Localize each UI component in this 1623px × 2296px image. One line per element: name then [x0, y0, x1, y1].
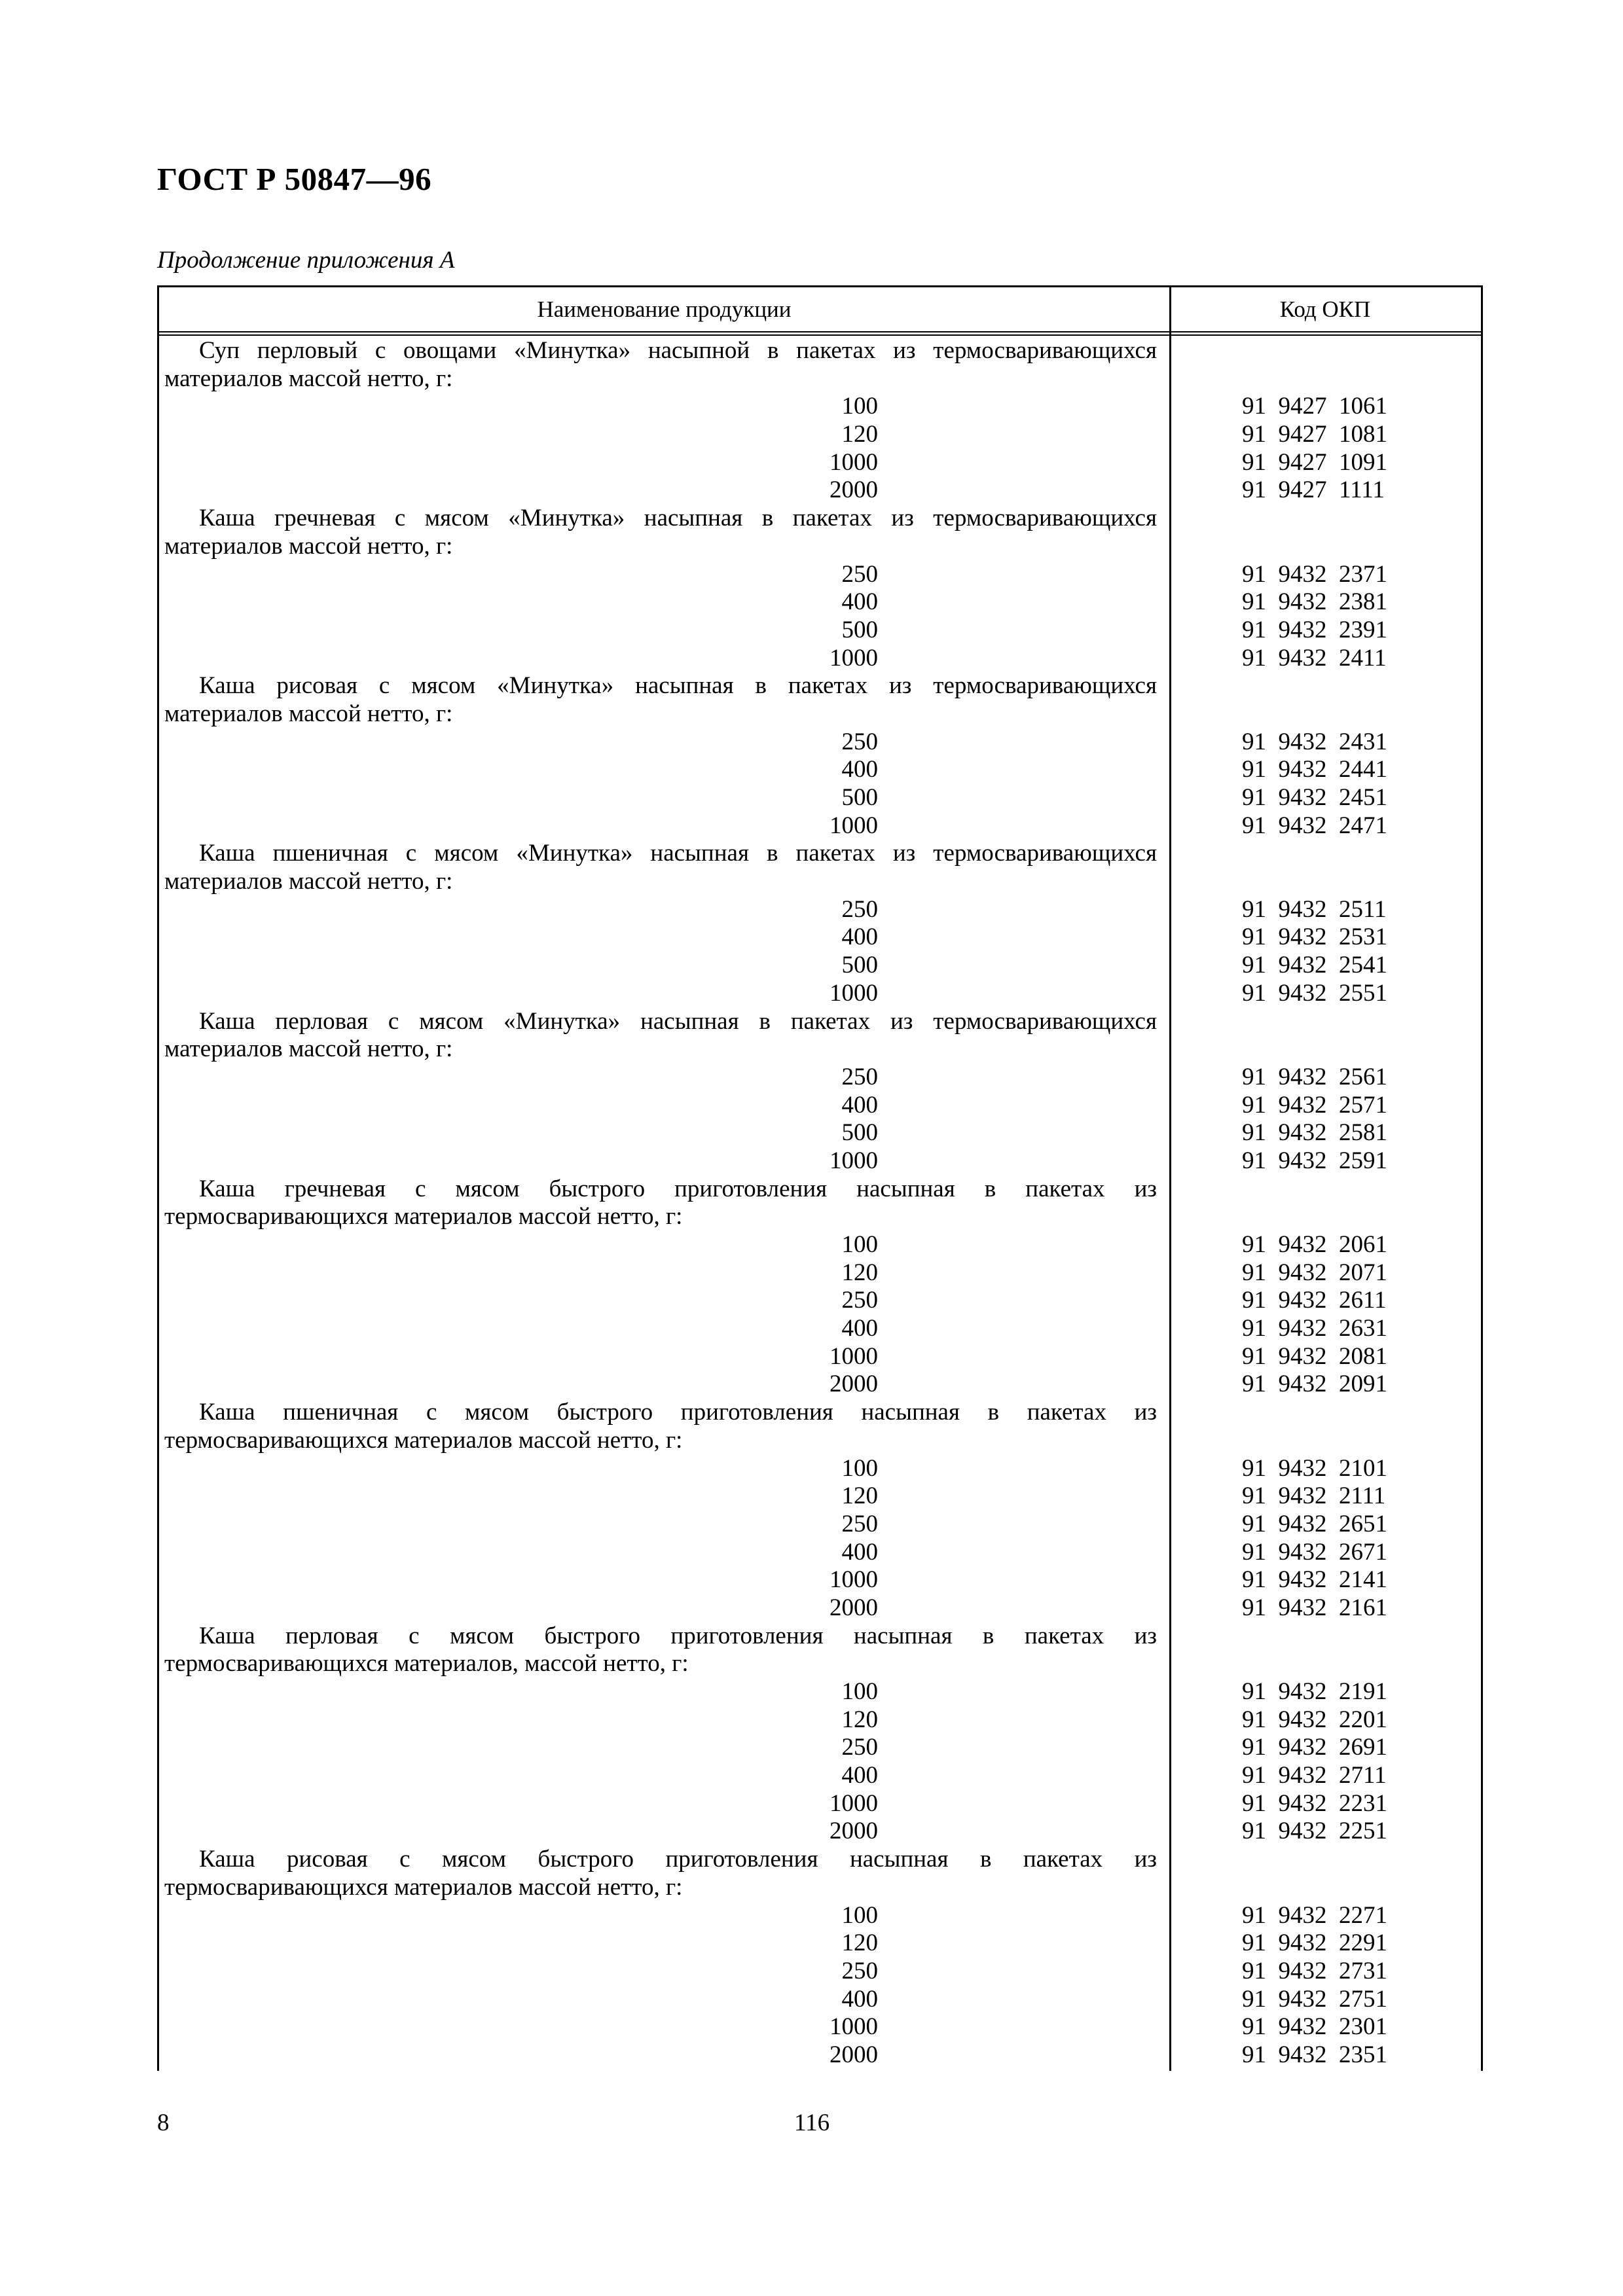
product-name-line-2: материалов массой нетто, г: — [164, 1035, 453, 1063]
table-row — [159, 1706, 1481, 1734]
group-heading-row — [159, 365, 1481, 393]
okp-code-value: 91 9432 2391 — [1242, 616, 1387, 643]
net-weight-value: 100 — [841, 1231, 878, 1258]
table-body — [159, 337, 1481, 2070]
okp-code-value: 91 9432 2591 — [1242, 1147, 1387, 1174]
okp-code-value: 91 9432 2291 — [1242, 1929, 1387, 1957]
product-name-line-2: термосваривающихся материалов массой нетто, г: — [164, 1203, 683, 1230]
net-weight-value: 120 — [841, 1259, 878, 1286]
okp-code-value: 91 9432 2111 — [1242, 1482, 1386, 1510]
product-name-line-2: материалов массой нетто, г: — [164, 868, 453, 895]
net-weight-value: 2000 — [830, 1371, 878, 1398]
group-heading-row — [159, 1846, 1481, 1874]
group-heading-row — [159, 1874, 1481, 1902]
okp-code-value: 91 9427 1091 — [1242, 448, 1387, 476]
table-row — [159, 1343, 1481, 1371]
okp-code-value: 91 9432 2141 — [1242, 1566, 1387, 1594]
table-header — [159, 285, 1481, 336]
okp-code-value: 91 9432 2301 — [1242, 2013, 1387, 2041]
table-row — [159, 1566, 1481, 1594]
okp-code-value: 91 9432 2381 — [1242, 588, 1387, 616]
okp-code-value: 91 9432 2231 — [1242, 1789, 1387, 1817]
okp-code-value: 91 9432 2201 — [1242, 1706, 1387, 1733]
product-name-line-1: Каша гречневая с мясом быстрого приготовления насыпная в пакетах из — [199, 1175, 1157, 1202]
okp-code-value: 91 9432 2441 — [1242, 756, 1387, 783]
table-row — [159, 980, 1481, 1008]
net-weight-value: 250 — [841, 728, 878, 755]
net-weight-value: 100 — [841, 393, 878, 420]
table-row — [159, 1147, 1481, 1175]
net-weight-value: 1000 — [830, 644, 878, 672]
net-weight-value: 400 — [841, 1762, 878, 1789]
table-row — [159, 393, 1481, 421]
product-name-line-1: Каша пшеничная с мясом «Минутка» насыпная в пакетах из термосваривающихся — [199, 840, 1157, 867]
table-row — [159, 784, 1481, 812]
okp-code-value: 91 9432 2431 — [1242, 728, 1387, 755]
group-heading-row — [159, 1203, 1481, 1231]
net-weight-value: 1000 — [830, 1566, 878, 1594]
table-row — [159, 812, 1481, 840]
table-row — [159, 1371, 1481, 1399]
product-name-line-1: Каша рисовая с мясом «Минутка» насыпная в пакетах из термосваривающихся — [199, 672, 1157, 700]
okp-code-value: 91 9432 2691 — [1242, 1734, 1387, 1761]
okp-code-value: 91 9427 1111 — [1242, 476, 1385, 504]
net-weight-value: 250 — [841, 895, 878, 923]
net-weight-value: 1000 — [830, 1342, 878, 1370]
table-row — [159, 1231, 1481, 1259]
net-weight-value: 1000 — [830, 812, 878, 839]
page-number-left: 8 — [157, 2109, 170, 2136]
table-row — [159, 1259, 1481, 1287]
net-weight-value: 100 — [841, 1678, 878, 1705]
table-row — [159, 952, 1481, 980]
group-heading-row — [159, 337, 1481, 365]
okp-code-value: 91 9432 2061 — [1242, 1231, 1387, 1258]
page-number-center: 116 — [794, 2109, 830, 2136]
product-code-table — [157, 285, 1483, 2071]
net-weight-value: 120 — [841, 1482, 878, 1510]
okp-code-value: 91 9432 2271 — [1242, 1901, 1387, 1929]
table-row — [159, 617, 1481, 645]
okp-code-value: 91 9432 2091 — [1242, 1371, 1387, 1398]
net-weight-value: 250 — [841, 1510, 878, 1537]
net-weight-value: 2000 — [830, 476, 878, 504]
table-row — [159, 1734, 1481, 1762]
net-weight-value: 400 — [841, 924, 878, 951]
table-row — [159, 2013, 1481, 2041]
okp-code-value: 91 9432 2551 — [1242, 979, 1387, 1007]
table-row — [159, 1315, 1481, 1343]
product-name-line-1: Каша пшеничная с мясом быстрого приготовления насыпная в пакетах из — [199, 1399, 1157, 1426]
table-row — [159, 1455, 1481, 1483]
okp-code-value: 91 9432 2191 — [1242, 1678, 1387, 1705]
group-heading-row — [159, 1650, 1481, 1678]
group-heading-row — [159, 700, 1481, 728]
net-weight-value: 250 — [841, 1734, 878, 1761]
product-name-line-2: материалов массой нетто, г: — [164, 700, 453, 727]
group-heading-row — [159, 840, 1481, 868]
net-weight-value: 1000 — [830, 979, 878, 1007]
net-weight-value: 400 — [841, 588, 878, 616]
table-row — [159, 1818, 1481, 1846]
net-weight-value: 100 — [841, 1454, 878, 1482]
group-heading-row — [159, 1008, 1481, 1036]
net-weight-value: 400 — [841, 1538, 878, 1566]
net-weight-value: 2000 — [830, 1818, 878, 1845]
table-row — [159, 421, 1481, 449]
group-heading-row — [159, 505, 1481, 533]
table-row — [159, 1482, 1481, 1511]
net-weight-value: 400 — [841, 1985, 878, 2013]
net-weight-value: 400 — [841, 756, 878, 783]
okp-code-value: 91 9432 2611 — [1242, 1287, 1387, 1314]
table-row — [159, 1287, 1481, 1315]
net-weight-value: 120 — [841, 421, 878, 448]
table-row — [159, 1929, 1481, 1958]
net-weight-value: 500 — [841, 1119, 878, 1147]
group-heading-row — [159, 1623, 1481, 1651]
net-weight-value: 120 — [841, 1929, 878, 1957]
product-name-line-1: Суп перловый с овощами «Минутка» насыпной в пакетах из термосваривающихся — [199, 337, 1157, 364]
okp-code-value: 91 9432 2751 — [1242, 1985, 1387, 2013]
okp-code-value: 91 9432 2101 — [1242, 1454, 1387, 1482]
okp-code-value: 91 9427 1061 — [1242, 393, 1387, 420]
group-heading-row — [159, 868, 1481, 896]
column-header-okp-code: Код ОКП — [1279, 296, 1371, 322]
net-weight-value: 400 — [841, 1091, 878, 1119]
okp-code-value: 91 9432 2571 — [1242, 1091, 1387, 1119]
okp-code-value: 91 9432 2351 — [1242, 2041, 1387, 2068]
group-heading-row — [159, 1399, 1481, 1427]
table-row — [159, 449, 1481, 477]
document-title: ГОСТ Р 50847—96 — [157, 161, 432, 197]
okp-code-value: 91 9432 2081 — [1242, 1342, 1387, 1370]
table-row — [159, 476, 1481, 505]
table-row — [159, 645, 1481, 673]
okp-code-value: 91 9432 2451 — [1242, 784, 1387, 811]
net-weight-value: 1000 — [830, 1147, 878, 1174]
net-weight-value: 500 — [841, 616, 878, 643]
okp-code-value: 91 9432 2561 — [1242, 1063, 1387, 1090]
product-name-line-2: термосваривающихся материалов массой нетто, г: — [164, 1873, 683, 1901]
product-name-line-1: Каша гречневая с мясом «Минутка» насыпная в пакетах из термосваривающихся — [199, 505, 1157, 532]
okp-code-value: 91 9432 2581 — [1242, 1119, 1387, 1147]
table-row — [159, 1762, 1481, 1790]
net-weight-value: 2000 — [830, 1594, 878, 1621]
table-row — [159, 1902, 1481, 1930]
group-heading-row — [159, 672, 1481, 700]
table-row — [159, 1539, 1481, 1567]
okp-code-value: 91 9432 2631 — [1242, 1315, 1387, 1342]
okp-code-value: 91 9432 2671 — [1242, 1538, 1387, 1566]
group-heading-row — [159, 1035, 1481, 1064]
table-row — [159, 1958, 1481, 1986]
table-row — [159, 1511, 1481, 1539]
table-row — [159, 1064, 1481, 1092]
okp-code-value: 91 9432 2651 — [1242, 1510, 1387, 1537]
table-row — [159, 1119, 1481, 1147]
product-name-line-1: Каша рисовая с мясом быстрого приготовления насыпная в пакетах из — [199, 1846, 1157, 1873]
net-weight-value: 250 — [841, 1063, 878, 1090]
product-name-line-1: Каша перловая с мясом «Минутка» насыпная в пакетах из термосваривающихся — [199, 1007, 1157, 1035]
group-heading-row — [159, 533, 1481, 561]
net-weight-value: 250 — [841, 1287, 878, 1314]
okp-code-value: 91 9432 2711 — [1242, 1762, 1387, 1789]
okp-code-value: 91 9432 2471 — [1242, 812, 1387, 839]
column-header-product-name: Наименование продукции — [537, 296, 792, 322]
group-heading-row — [159, 1175, 1481, 1204]
net-weight-value: 1000 — [830, 448, 878, 476]
net-weight-value: 250 — [841, 1957, 878, 1984]
okp-code-value: 91 9432 2411 — [1242, 644, 1387, 672]
table-row — [159, 561, 1481, 589]
okp-code-value: 91 9432 2251 — [1242, 1818, 1387, 1845]
okp-code-value: 91 9432 2511 — [1242, 895, 1387, 923]
table-row — [159, 728, 1481, 757]
table-row — [159, 2041, 1481, 2070]
okp-code-value: 91 9432 2731 — [1242, 1957, 1387, 1984]
table-row — [159, 1790, 1481, 1818]
continuation-caption: Продолжение приложения А — [157, 247, 455, 274]
net-weight-value: 2000 — [830, 2041, 878, 2068]
net-weight-value: 100 — [841, 1901, 878, 1929]
product-name-line-1: Каша перловая с мясом быстрого приготовления насыпная в пакетах из — [199, 1622, 1157, 1649]
product-name-line-2: материалов массой нетто, г: — [164, 365, 453, 392]
net-weight-value: 1000 — [830, 1789, 878, 1817]
product-name-line-2: термосваривающихся материалов, массой нетто, г: — [164, 1650, 689, 1677]
table-row — [159, 756, 1481, 784]
okp-code-value: 91 9427 1081 — [1242, 421, 1387, 448]
group-heading-row — [159, 1427, 1481, 1455]
table-row — [159, 588, 1481, 617]
okp-code-value: 91 9432 2071 — [1242, 1259, 1387, 1286]
net-weight-value: 500 — [841, 952, 878, 979]
okp-code-value: 91 9432 2541 — [1242, 952, 1387, 979]
okp-code-value: 91 9432 2161 — [1242, 1594, 1387, 1621]
table-row — [159, 1986, 1481, 2014]
table-row — [159, 924, 1481, 952]
table-row — [159, 1594, 1481, 1623]
net-weight-value: 120 — [841, 1706, 878, 1733]
net-weight-value: 500 — [841, 784, 878, 811]
table-row — [159, 896, 1481, 924]
okp-code-value: 91 9432 2371 — [1242, 560, 1387, 588]
net-weight-value: 1000 — [830, 2013, 878, 2041]
net-weight-value: 400 — [841, 1315, 878, 1342]
table-row — [159, 1678, 1481, 1706]
table-row — [159, 1092, 1481, 1120]
net-weight-value: 250 — [841, 560, 878, 588]
product-name-line-2: термосваривающихся материалов массой нетто, г: — [164, 1426, 683, 1454]
product-name-line-2: материалов массой нетто, г: — [164, 532, 453, 560]
okp-code-value: 91 9432 2531 — [1242, 924, 1387, 951]
